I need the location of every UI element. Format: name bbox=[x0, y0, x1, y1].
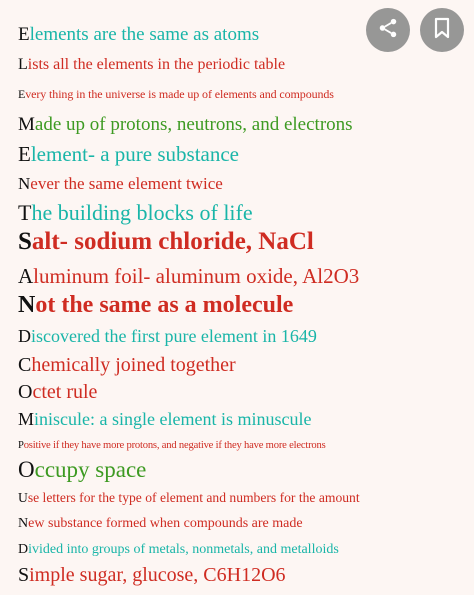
acrostic-line bbox=[18, 381, 97, 404]
line-initial: A bbox=[18, 264, 34, 288]
acrostic-line bbox=[18, 516, 303, 532]
line-text: se letters for the type of element and numbers for the amount bbox=[27, 490, 360, 505]
acrostic-line bbox=[18, 490, 360, 506]
line-text: he building blocks of life bbox=[31, 200, 253, 225]
line-text: alt- sodium chloride, NaCl bbox=[31, 228, 314, 255]
acrostic-line bbox=[18, 354, 236, 377]
line-text: ccupy space bbox=[34, 457, 147, 482]
line-text: ever the same element twice bbox=[30, 174, 223, 193]
line-text: ositive if they have more protons, and negative if they have more electrons bbox=[23, 440, 326, 451]
acrostic-line bbox=[18, 142, 239, 167]
acrostic-line bbox=[18, 564, 286, 587]
line-text: iscovered the first pure element in 1649 bbox=[31, 326, 317, 346]
line-text: iniscule: a single element is minuscule bbox=[34, 409, 312, 429]
line-text: ctet rule bbox=[32, 381, 98, 403]
acrostic-line bbox=[18, 457, 146, 483]
acrostic-line bbox=[18, 409, 311, 430]
acrostic-line bbox=[18, 292, 293, 319]
acrostic-line bbox=[18, 228, 314, 256]
acrostic-line bbox=[18, 174, 223, 194]
line-initial: L bbox=[18, 56, 28, 73]
line-text: ade up of protons, neutrons, and electrons bbox=[34, 114, 353, 135]
acrostic-line bbox=[18, 87, 334, 102]
line-text: imple sugar, glucose, C6H12O6 bbox=[29, 564, 286, 586]
line-initial: U bbox=[18, 490, 28, 505]
line-initial: D bbox=[18, 542, 29, 557]
acrostic-line bbox=[18, 200, 253, 226]
bookmark-icon bbox=[432, 17, 452, 44]
line-initial: D bbox=[18, 326, 31, 346]
line-text: ivided into groups of metals, nonmetals, and metalloids bbox=[28, 542, 339, 557]
line-initial: E bbox=[18, 87, 26, 101]
acrostic-line bbox=[18, 440, 326, 451]
acrostic-line bbox=[18, 542, 339, 558]
line-initial: S bbox=[18, 228, 32, 255]
line-initial: P bbox=[18, 440, 24, 451]
line-text: very thing in the universe is made up of elements and compounds bbox=[25, 87, 334, 101]
line-text: lement- a pure substance bbox=[30, 142, 239, 166]
acrostic-line bbox=[18, 56, 285, 74]
line-initial: N bbox=[18, 516, 29, 531]
line-text: ot the same as a molecule bbox=[35, 292, 294, 318]
line-initial: E bbox=[18, 142, 31, 166]
acrostic-line bbox=[18, 264, 359, 289]
line-initial: T bbox=[18, 200, 32, 225]
acrostic-line bbox=[18, 114, 353, 136]
line-initial: S bbox=[18, 564, 30, 586]
line-initial: E bbox=[18, 24, 30, 45]
line-initial: N bbox=[18, 292, 36, 318]
share-icon bbox=[377, 17, 399, 44]
line-initial: O bbox=[18, 457, 35, 482]
acrostic-line bbox=[18, 24, 259, 46]
line-text: ists all the elements in the periodic table bbox=[27, 56, 286, 73]
line-initial: N bbox=[18, 174, 31, 193]
save-button[interactable] bbox=[420, 8, 464, 52]
acrostic-line bbox=[18, 326, 317, 347]
line-text: ew substance formed when compounds are made bbox=[28, 516, 303, 531]
line-text: lements are the same as atoms bbox=[29, 24, 260, 45]
line-initial: M bbox=[18, 409, 35, 429]
line-initial: O bbox=[18, 381, 33, 403]
share-button[interactable] bbox=[366, 8, 410, 52]
line-initial: M bbox=[18, 114, 35, 135]
line-text: hemically joined together bbox=[31, 354, 236, 376]
line-text: luminum foil- aluminum oxide, Al2O3 bbox=[33, 264, 360, 288]
line-initial: C bbox=[18, 354, 32, 376]
